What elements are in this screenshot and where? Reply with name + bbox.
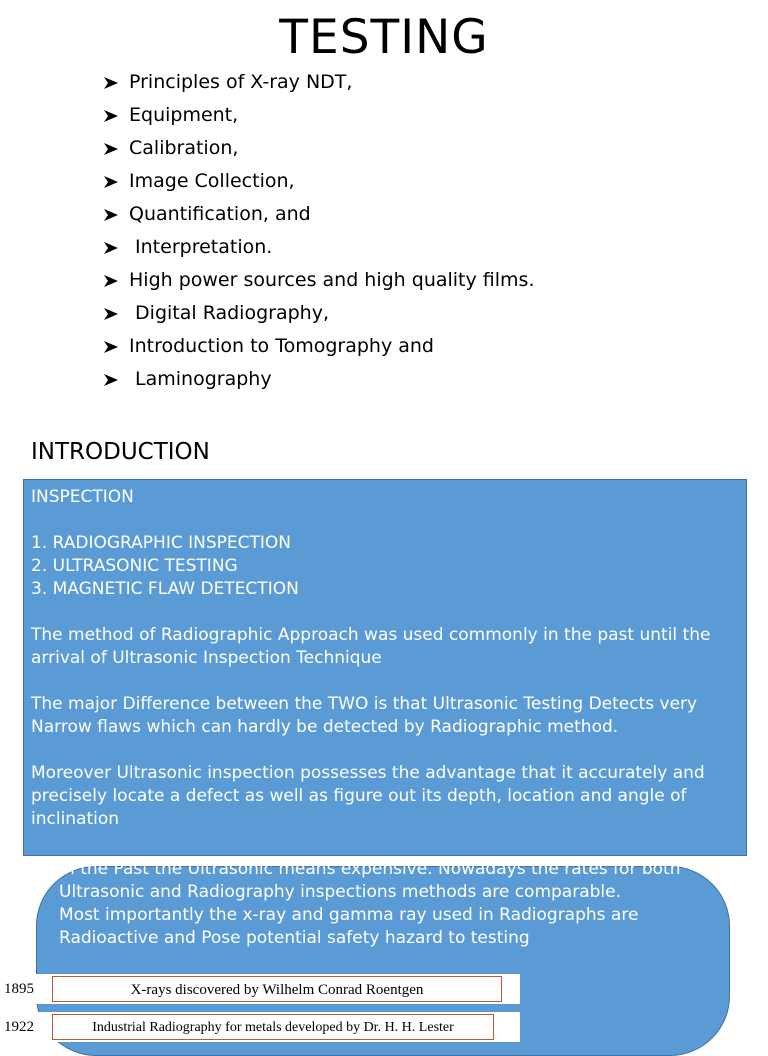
list-item-text: Quantification, and [129, 203, 311, 225]
line-gap [31, 601, 743, 624]
timeline-event: Industrial Radiography for metals developed by Dr. H. H. Lester [52, 1014, 494, 1040]
list-item-text: Equipment, [129, 104, 239, 126]
intro-line: THREE COMMON NON-DESTRUCTIVE TESTING METHODS ARE USED FOR WELD INSPECTION [31, 464, 701, 507]
list-item-text: Image Collection, [129, 170, 295, 192]
arrow-bullet-icon [103, 274, 129, 288]
history-timeline [0, 974, 520, 1042]
method-item: 2. ULTRASONIC TESTING [31, 556, 238, 576]
line-gap [31, 509, 743, 532]
list-item [103, 363, 535, 396]
list-item [103, 66, 535, 99]
arrow-bullet-icon [103, 76, 129, 90]
list-item [103, 231, 535, 264]
list-item-text: Introduction to Tomography and [129, 335, 434, 357]
timeline-year: 1895 [4, 980, 34, 997]
method-item: 1. RADIOGRAPHIC INSPECTION [31, 533, 291, 553]
arrow-bullet-icon [103, 340, 129, 354]
arrow-bullet-icon [103, 241, 129, 255]
list-item-text: Principles of X-ray NDT, [129, 71, 353, 93]
list-item [103, 297, 535, 330]
introduction-heading: INTRODUCTION [31, 439, 210, 465]
list-item [103, 165, 535, 198]
arrow-bullet-icon [103, 373, 129, 387]
arrow-bullet-icon [103, 208, 129, 222]
timeline-year: 1922 [4, 1018, 34, 1035]
paragraph: The method of Radiographic Approach was used commonly in the past until the arrival of Ultrasonic Inspection Technique [31, 625, 711, 668]
timeline-row [0, 1012, 520, 1042]
line-gap [31, 670, 743, 693]
list-item-text: Calibration, [129, 137, 239, 159]
list-item [103, 198, 535, 231]
topic-list [103, 66, 535, 396]
line-gap [31, 739, 743, 762]
list-item-text: Interpretation. [129, 236, 273, 258]
page-title: TESTING [279, 10, 489, 65]
paragraph: Moreover Ultrasonic inspection possesses the advantage that it accurately and precisely locate a defect as well as figure out its depth, location and angle of inclination [31, 763, 705, 829]
list-item [103, 99, 535, 132]
list-item [103, 264, 535, 297]
paragraph: The major Difference between the TWO is that Ultrasonic Testing Detects very Narrow flaws which can hardly be detected by Radiographic method. [31, 694, 698, 737]
list-item [103, 132, 535, 165]
list-item-text: High power sources and high quality films. [129, 269, 535, 291]
arrow-bullet-icon [103, 142, 129, 156]
list-item-text: Laminography [129, 368, 272, 390]
method-item: 3. MAGNETIC FLAW DETECTION [31, 579, 299, 599]
timeline-row [0, 974, 520, 1004]
timeline-event: X-rays discovered by Wilhelm Conrad Roentgen [52, 976, 502, 1002]
list-item [103, 330, 535, 363]
arrow-bullet-icon [103, 175, 129, 189]
list-item-text: Digital Radiography, [129, 302, 329, 324]
arrow-bullet-icon [103, 109, 129, 123]
introduction-text-box [23, 464, 747, 856]
paragraph: Most importantly the x-ray and gamma ray used in Radiographs are Radioactive and Pose potential safety hazard to testing [59, 905, 639, 948]
arrow-bullet-icon [103, 307, 129, 321]
paragraph: In the Past the Ultrasonic means expensive. Nowadays the rates for both Ultrasonic and Radiography inspections methods are comparable. [59, 859, 681, 902]
